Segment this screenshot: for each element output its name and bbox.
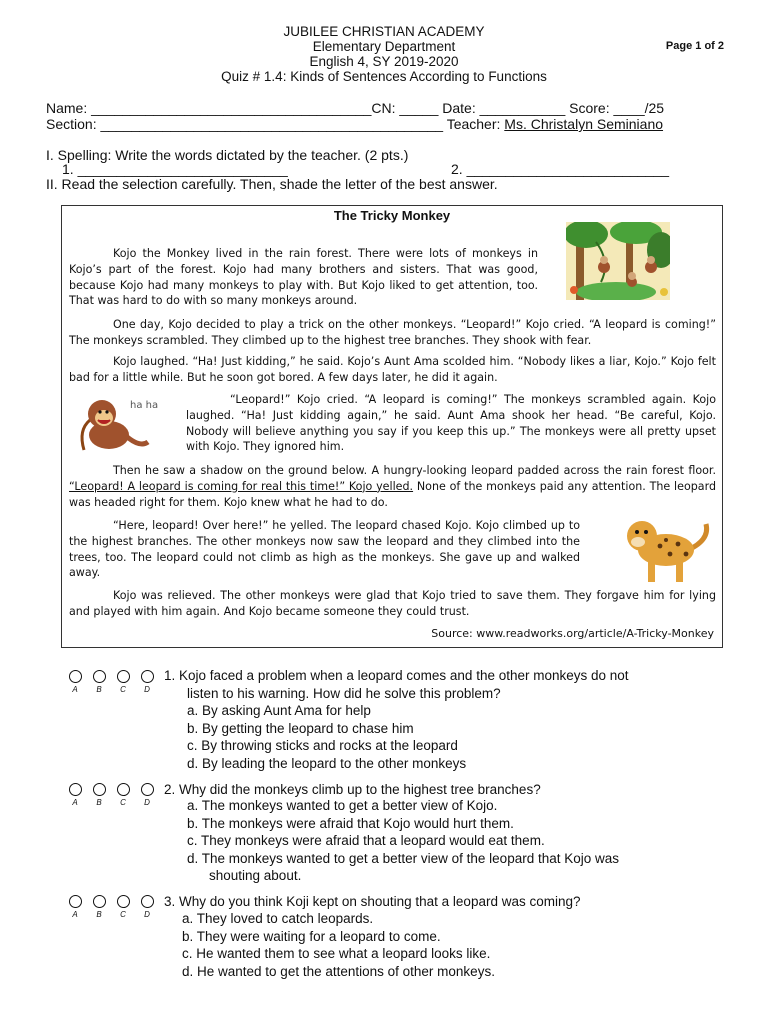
bubble-letter: D xyxy=(144,798,150,807)
bubble-a[interactable] xyxy=(69,783,82,796)
spelling-blank-1: 1. ___________________________ xyxy=(62,161,288,177)
jungle-monkeys-picture xyxy=(566,222,670,300)
q2-choice-d-cont: shouting about. xyxy=(209,868,302,883)
q1-choice-a: a. By asking Aunt Ama for help xyxy=(187,703,371,718)
bubble-letter: B xyxy=(96,910,102,919)
q3-choice-d: d. He wanted to get the attentions of other monkeys. xyxy=(182,964,495,979)
story-source: Source: www.readworks.org/article/A-Tricky-Monkey xyxy=(431,627,714,640)
bubble-b[interactable] xyxy=(93,783,106,796)
question-1-text: 1. Kojo faced a problem when a leopard comes and the other monkeys do not xyxy=(164,668,629,683)
question-2-text: 2. Why did the monkeys climb up to the highest tree branches? xyxy=(164,782,541,797)
q2-choice-c: c. They monkeys were afraid that a leopard would eat them. xyxy=(187,833,545,848)
answer-bubbles-q1 xyxy=(66,670,156,694)
bubble-c[interactable] xyxy=(117,783,130,796)
story-title: The Tricky Monkey xyxy=(333,208,451,223)
section-line xyxy=(46,116,663,132)
story-box xyxy=(61,205,723,648)
question-1-text-cont: listen to his warning. How did he solve this problem? xyxy=(187,686,501,701)
story-paragraph-7: Kojo was relieved. The other monkeys were glad that Kojo tried to save them. They forgave him for lying and played with him again. And Kojo became someone they could trust. xyxy=(69,589,716,618)
course: English 4, SY 2019-2020 xyxy=(309,54,459,69)
part2-instruction: II. Read the selection carefully. Then, shade the letter of the best answer. xyxy=(46,176,498,192)
teacher-name: Ms. Christalyn Seminiano xyxy=(504,116,664,132)
q2-choice-b: b. The monkeys were afraid that Kojo would hurt them. xyxy=(187,816,514,831)
bubble-c[interactable] xyxy=(117,670,130,683)
bubble-letter: D xyxy=(144,685,150,694)
bubble-b[interactable] xyxy=(93,895,106,908)
q2-choice-a: a. The monkeys wanted to get a better view of Kojo. xyxy=(187,798,498,813)
document-header xyxy=(0,24,768,84)
answer-bubbles-q3 xyxy=(66,895,156,919)
bubble-letter: B xyxy=(96,798,102,807)
svg-text:ha ha: ha ha xyxy=(130,400,159,411)
leopard-picture xyxy=(618,510,714,586)
name-line: Name: ____________________________________CN: _____ Date: ___________ Score: ____/25 xyxy=(46,100,665,116)
department: Elementary Department xyxy=(312,39,456,54)
section-prefix: Section: ____________________________________________ Teacher: xyxy=(46,116,505,132)
laughing-monkey-picture xyxy=(74,390,166,458)
q1-choice-d: d. By leading the leopard to the other monkeys xyxy=(187,756,467,771)
bubble-letter: A xyxy=(72,685,78,694)
school-name: JUBILEE CHRISTIAN ACADEMY xyxy=(283,24,485,39)
story-paragraph-2: One day, Kojo decided to play a trick on the other monkeys. “Leopard!” Kojo cried. “A leopard is coming!” The monkeys scrambled. They climbed up to the highest tree branches. They shook with fear. xyxy=(69,318,716,347)
story-paragraph-4: “Leopard!” Kojo cried. “A leopard is coming!” The monkeys scrambled again. Kojo laughed. “Ha! Just kidding again,” he said. Aunt Ama shook her head. “Be careful, Kojo. Nobody will believe anything you say if you keep this up.” The monkeys were all pretty upset with Kojo. They ignored him. xyxy=(186,393,716,454)
bubble-a[interactable] xyxy=(69,895,82,908)
q3-choice-c: c. He wanted them to see what a leopard looks like. xyxy=(182,946,491,961)
bubble-d[interactable] xyxy=(141,895,154,908)
q3-choice-a: a. They loved to catch leopards. xyxy=(182,911,374,926)
bubble-letter: C xyxy=(120,798,126,807)
story-paragraph-6: “Here, leopard! Over here!” he yelled. The leopard chased Kojo. Kojo climbed up to the highest branches. The other monkeys now saw the leopard and they climbed into the trees, too. The leopard could not climb as high as the monkeys. She gave up and walked away. xyxy=(69,519,580,580)
part1-instruction: I. Spelling: Write the words dictated by the teacher. (2 pts.) xyxy=(46,147,409,163)
bubble-d[interactable] xyxy=(141,670,154,683)
q2-choice-d: d. The monkeys wanted to get a better view of the leopard that Kojo was xyxy=(187,851,620,866)
bubble-letter: B xyxy=(96,685,102,694)
quiz-title: Quiz # 1.4: Kinds of Sentences According to Functions xyxy=(221,69,547,84)
bubble-c[interactable] xyxy=(117,895,130,908)
bubble-letter: C xyxy=(120,910,126,919)
answer-bubbles-q2 xyxy=(66,783,156,807)
story-paragraph-3: Kojo laughed. “Ha! Just kidding,” he said. Kojo’s Aunt Ama scolded him. “Nobody likes a liar, Kojo.” Kojo felt bad for a little while. But he soon got bored. A few days later, he did it again. xyxy=(69,355,716,384)
story-paragraph-5: Then he saw a shadow on the ground below. A hungry-looking leopard padded across the rain forest floor. “Leopard! A leopard is coming for real this time!” Kojo yelled. None of the monkeys paid any attention. The leopard was headed right for them. Kojo knew what he had to do. xyxy=(69,464,717,509)
bubble-letter: A xyxy=(72,798,78,807)
bubble-letter: A xyxy=(72,910,78,919)
spelling-blank-2: 2. __________________________ xyxy=(451,161,670,177)
q1-choice-b: b. By getting the leopard to chase him xyxy=(187,721,414,736)
bubble-a[interactable] xyxy=(69,670,82,683)
question-3-text: 3. Why do you think Koji kept on shouting that a leopard was coming? xyxy=(164,894,581,909)
underlined-quote: “Leopard! A leopard is coming for real this time!” Kojo yelled. xyxy=(69,479,414,493)
bubble-d[interactable] xyxy=(141,783,154,796)
bubble-letter: D xyxy=(144,910,150,919)
q3-choice-b: b. They were waiting for a leopard to come. xyxy=(182,929,441,944)
bubble-letter: C xyxy=(120,685,126,694)
story-paragraph-1: Kojo the Monkey lived in the rain forest. There were lots of monkeys in Kojo’s part of the forest. Kojo had many brothers and sisters. That was good, because Kojo had many monkeys to play with. But Kojo liked to get attention, too. That was hard to do with so many monkeys around. xyxy=(69,247,538,308)
page-number: Page 1 of 2 xyxy=(665,40,724,52)
q1-choice-c: c. By throwing sticks and rocks at the leopard xyxy=(187,738,458,753)
bubble-b[interactable] xyxy=(93,670,106,683)
